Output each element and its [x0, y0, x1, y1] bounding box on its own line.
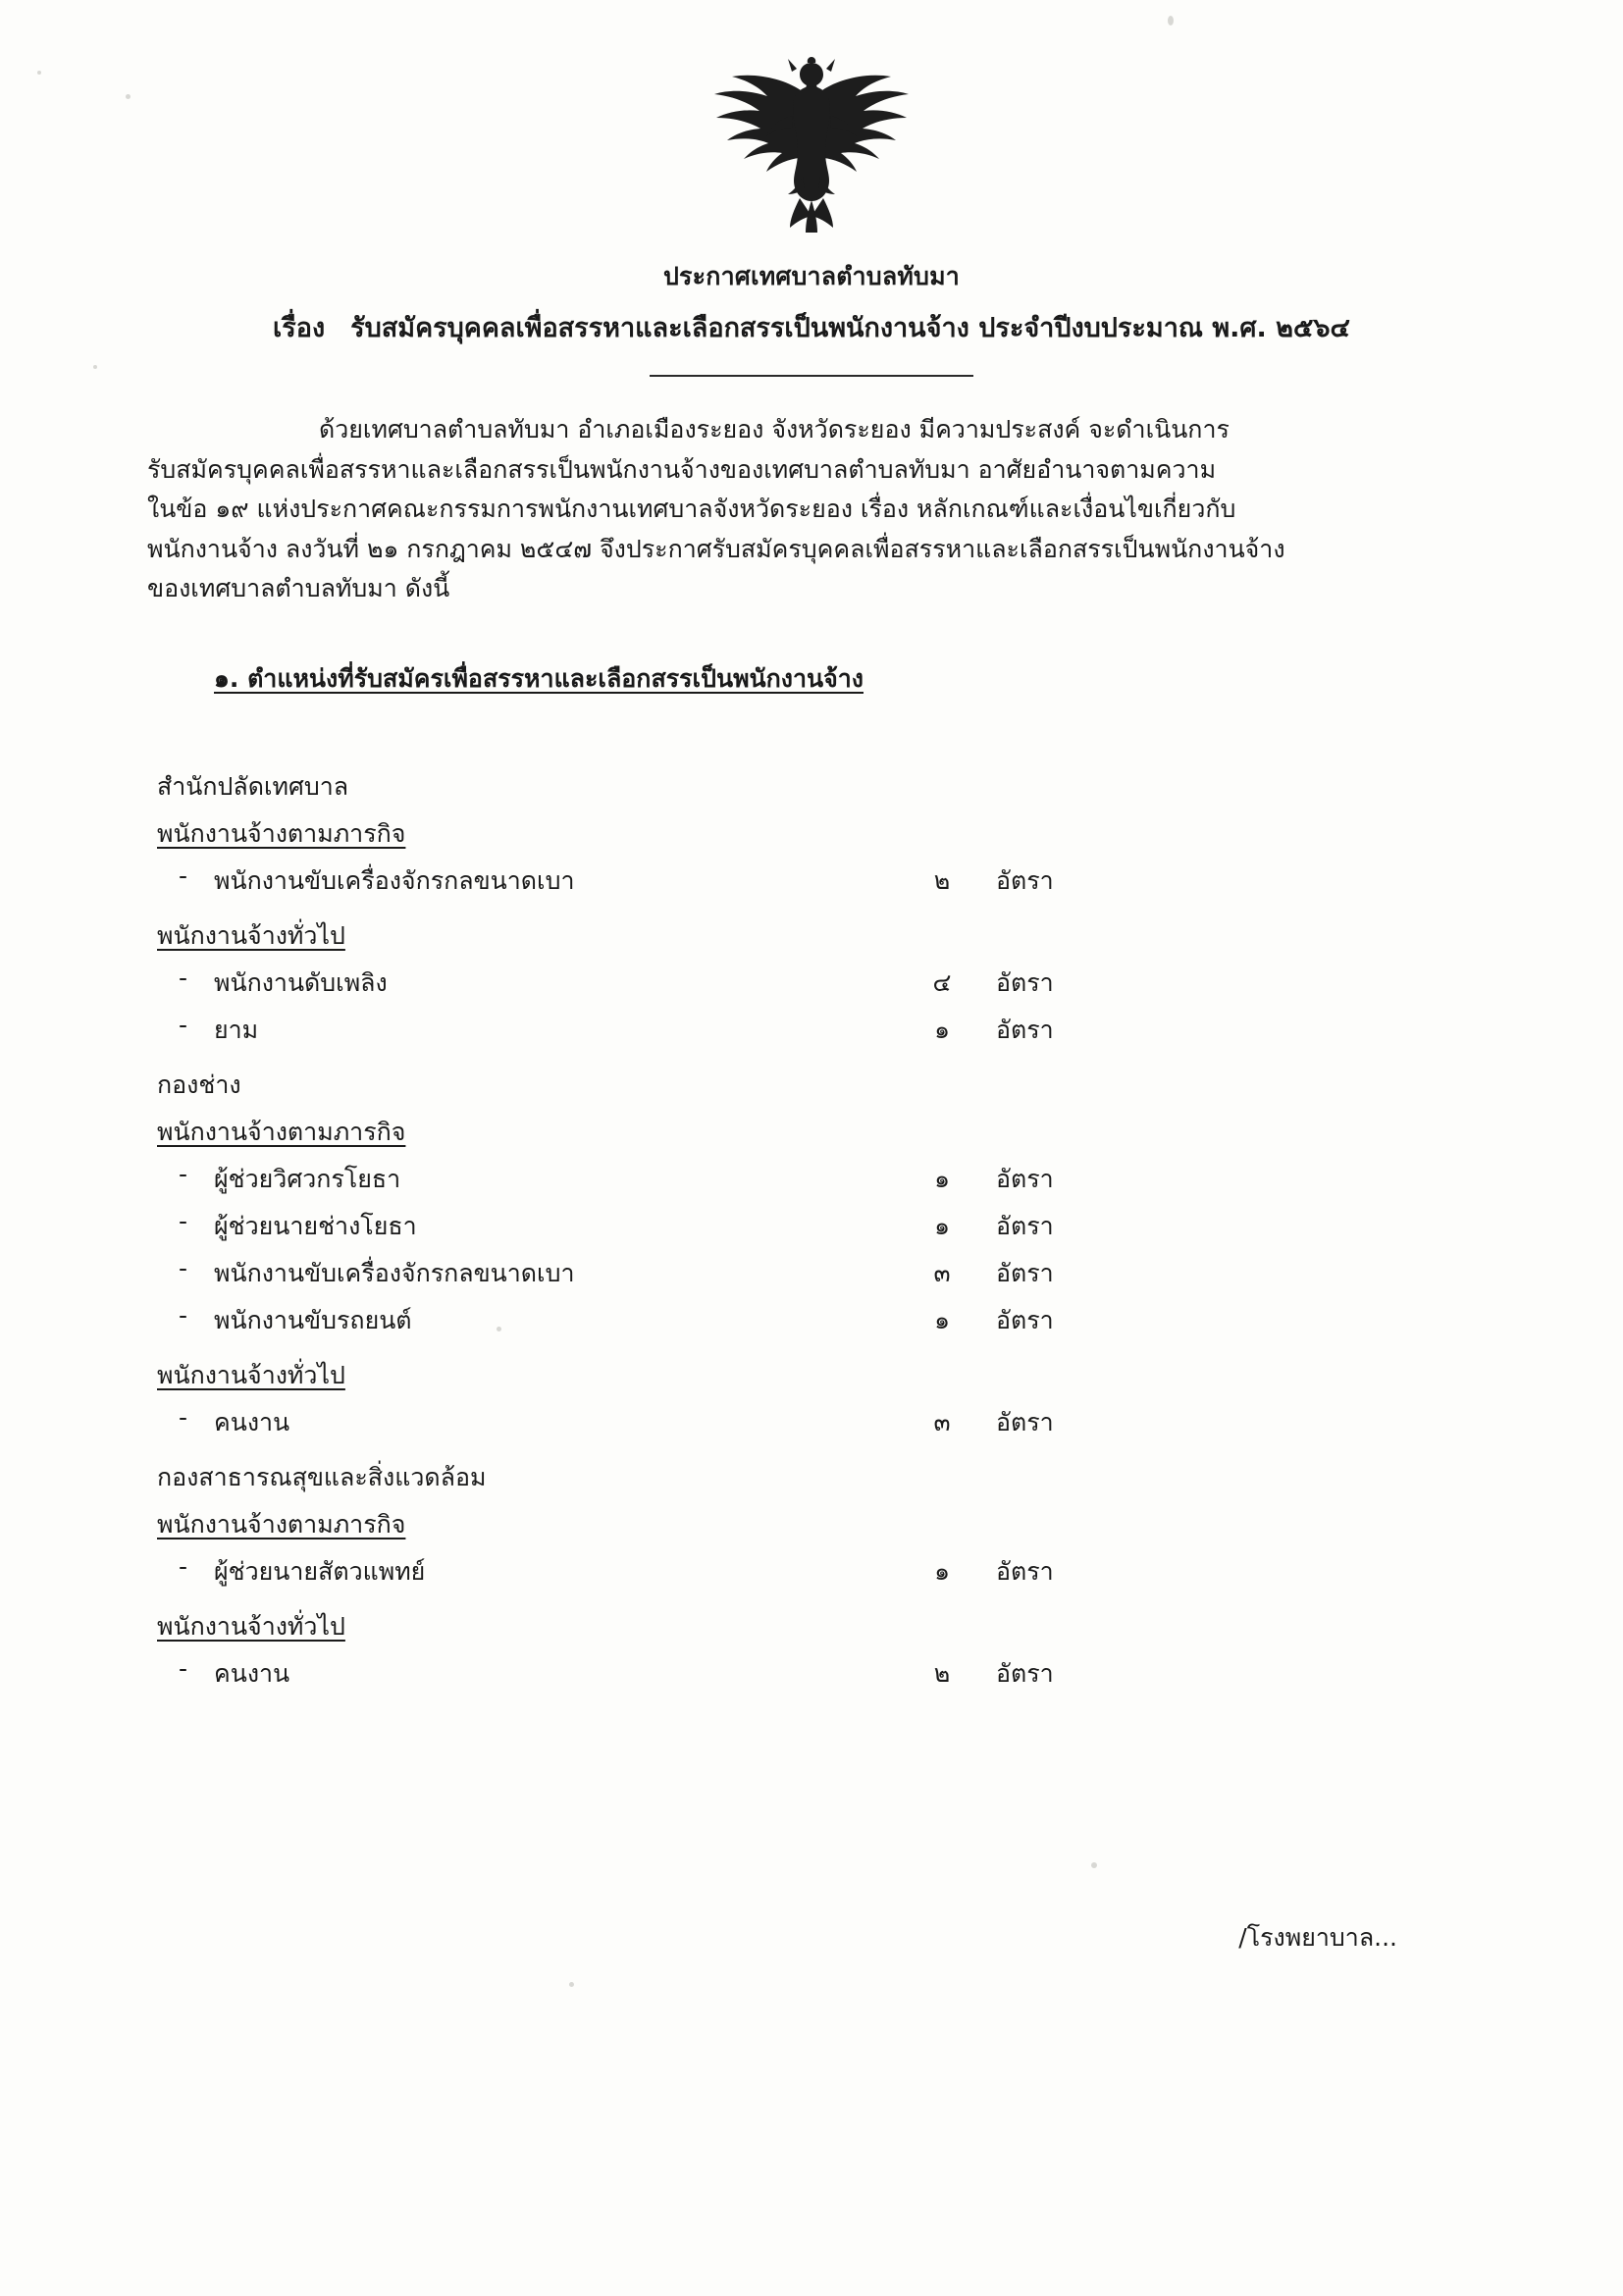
employment-group-name: พนักงานจ้างทั่วไป [157, 1612, 345, 1641]
employment-group-name: พนักงานจ้างทั่วไป [157, 1361, 345, 1389]
scan-speck [569, 1982, 574, 1987]
announcement-subject-line [0, 306, 1623, 348]
position-row [157, 1403, 1295, 1458]
position-list [157, 767, 1295, 1709]
employment-group-name: พนักงานจ้างตามภารกิจ [157, 1118, 406, 1146]
bullet-dash: - [179, 1160, 188, 1188]
scan-speck [37, 71, 41, 75]
intro-line-3: ในข้อ ๑๙ แห่งประกาศคณะกรรมการพนักงานเทศบาลจังหวัดระยอง เรื่อง หลักเกณฑ์และเงื่อนไขเกี่ยวกับ [147, 495, 1236, 523]
position-row [157, 1160, 1295, 1207]
bullet-dash: - [179, 1552, 188, 1581]
department-name: กองสาธารณสุขและสิ่งแวดล้อม [157, 1463, 487, 1491]
intro-line-1 [147, 410, 1452, 450]
position-name: พนักงานขับรถยนต์ [214, 1306, 412, 1334]
employment-group-name: พนักงานจ้างทั่วไป [157, 921, 345, 950]
position-unit: อัตรา [996, 1016, 1054, 1044]
position-count: ๑ [934, 1557, 950, 1586]
department-name: กองช่าง [157, 1070, 241, 1099]
bullet-dash: - [179, 1301, 188, 1330]
position-unit: อัตรา [996, 866, 1054, 895]
position-count: ๓ [933, 1408, 951, 1436]
position-unit: อัตรา [996, 1659, 1054, 1688]
position-unit: อัตรา [996, 1165, 1054, 1193]
position-unit: อัตรา [996, 968, 1054, 997]
employment-group-name: พนักงานจ้างตามภารกิจ [157, 1510, 406, 1539]
position-row [157, 1011, 1295, 1066]
section-1-heading: ๑. ตำแหน่งที่รับสมัครเพื่อสรรหาและเลือกสรรเป็นพนักงานจ้าง [214, 664, 864, 693]
intro-line-1-text: ด้วยเทศบาลตำบลทับมา อำเภอเมืองระยอง จังหวัดระยอง มีความประสงค์ จะดำเนินการ [319, 415, 1230, 444]
header-divider [650, 375, 973, 377]
scan-speck [93, 365, 97, 369]
position-count: ๔ [932, 968, 952, 997]
position-unit: อัตรา [996, 1557, 1054, 1586]
subject-text: รับสมัครบุคคลเพื่อสรรหาและเลือกสรรเป็นพนักงานจ้าง ประจำปีงบประมาณ พ.ศ. ๒๕๖๔ [350, 313, 1350, 343]
bullet-dash: - [179, 1403, 188, 1432]
position-count: ๑ [934, 1165, 950, 1193]
intro-paragraph [147, 410, 1452, 609]
announcement-org-title: ประกาศเทศบาลตำบลทับมา [662, 262, 961, 290]
position-count: ๓ [933, 1259, 951, 1287]
position-name: คนงาน [214, 1659, 290, 1688]
position-row [157, 1552, 1295, 1607]
continuation-note: /โรงพยาบาล... [1238, 1923, 1397, 1952]
position-row [157, 1207, 1295, 1254]
position-count: ๒ [933, 866, 951, 895]
intro-line-2: รับสมัครบุคคลเพื่อสรรหาและเลือกสรรเป็นพนักงานจ้างของเทศบาลตำบลทับมา อาศัยอำนาจตามความ [147, 454, 1217, 484]
position-unit: อัตรา [996, 1259, 1054, 1287]
position-count: ๒ [933, 1659, 951, 1688]
bullet-dash: - [179, 1654, 188, 1683]
employment-group-heading [157, 916, 1295, 964]
scan-speck [126, 94, 131, 99]
position-unit: อัตรา [996, 1306, 1054, 1334]
employment-group-heading [157, 1607, 1295, 1654]
bullet-dash: - [179, 861, 188, 890]
position-row [157, 861, 1295, 916]
position-row [157, 1254, 1295, 1301]
department-name: สำนักปลัดเทศบาล [157, 772, 349, 801]
bullet-dash: - [179, 1254, 188, 1282]
position-unit: อัตรา [996, 1212, 1054, 1240]
employment-group-heading [157, 814, 1295, 861]
position-row [157, 1301, 1295, 1356]
garuda-emblem [699, 51, 924, 233]
bullet-dash: - [179, 1207, 188, 1235]
scan-speck [1168, 16, 1174, 26]
intro-line-5: ของเทศบาลตำบลทับมา ดังนี้ [147, 574, 450, 602]
intro-line-4: พนักงานจ้าง ลงวันที่ ๒๑ กรกฎาคม ๒๕๔๗ จึงประกาศรับสมัครบุคคลเพื่อสรรหาและเลือกสรรเป็นพนักงานจ้าง [147, 534, 1285, 563]
position-name: ผู้ช่วยนายสัตวแพทย์ [214, 1557, 426, 1586]
position-name: คนงาน [214, 1408, 290, 1436]
position-unit: อัตรา [996, 1408, 1054, 1436]
position-count: ๑ [934, 1306, 950, 1334]
position-row [157, 1654, 1295, 1709]
position-count: ๑ [934, 1212, 950, 1240]
bullet-dash: - [179, 1011, 188, 1039]
position-name: พนักงานดับเพลิง [214, 968, 388, 997]
position-count: ๑ [934, 1016, 950, 1044]
position-name: พนักงานขับเครื่องจักรกลขนาดเบา [214, 866, 575, 895]
position-row [157, 964, 1295, 1011]
employment-group-heading [157, 1505, 1295, 1552]
department-heading [157, 1458, 1295, 1505]
position-name: ผู้ช่วยวิศวกรโยธา [214, 1165, 401, 1193]
position-name: พนักงานขับเครื่องจักรกลขนาดเบา [214, 1259, 575, 1287]
position-name: ยาม [214, 1016, 259, 1044]
scan-speck [1091, 1862, 1097, 1868]
employment-group-heading [157, 1113, 1295, 1160]
employment-group-name: พนักงานจ้างตามภารกิจ [157, 819, 406, 848]
employment-group-heading [157, 1356, 1295, 1403]
subject-label: เรื่อง [273, 313, 326, 343]
position-name: ผู้ช่วยนายช่างโยธา [214, 1212, 417, 1240]
bullet-dash: - [179, 964, 188, 992]
department-heading [157, 1066, 1295, 1113]
department-heading [157, 767, 1295, 814]
